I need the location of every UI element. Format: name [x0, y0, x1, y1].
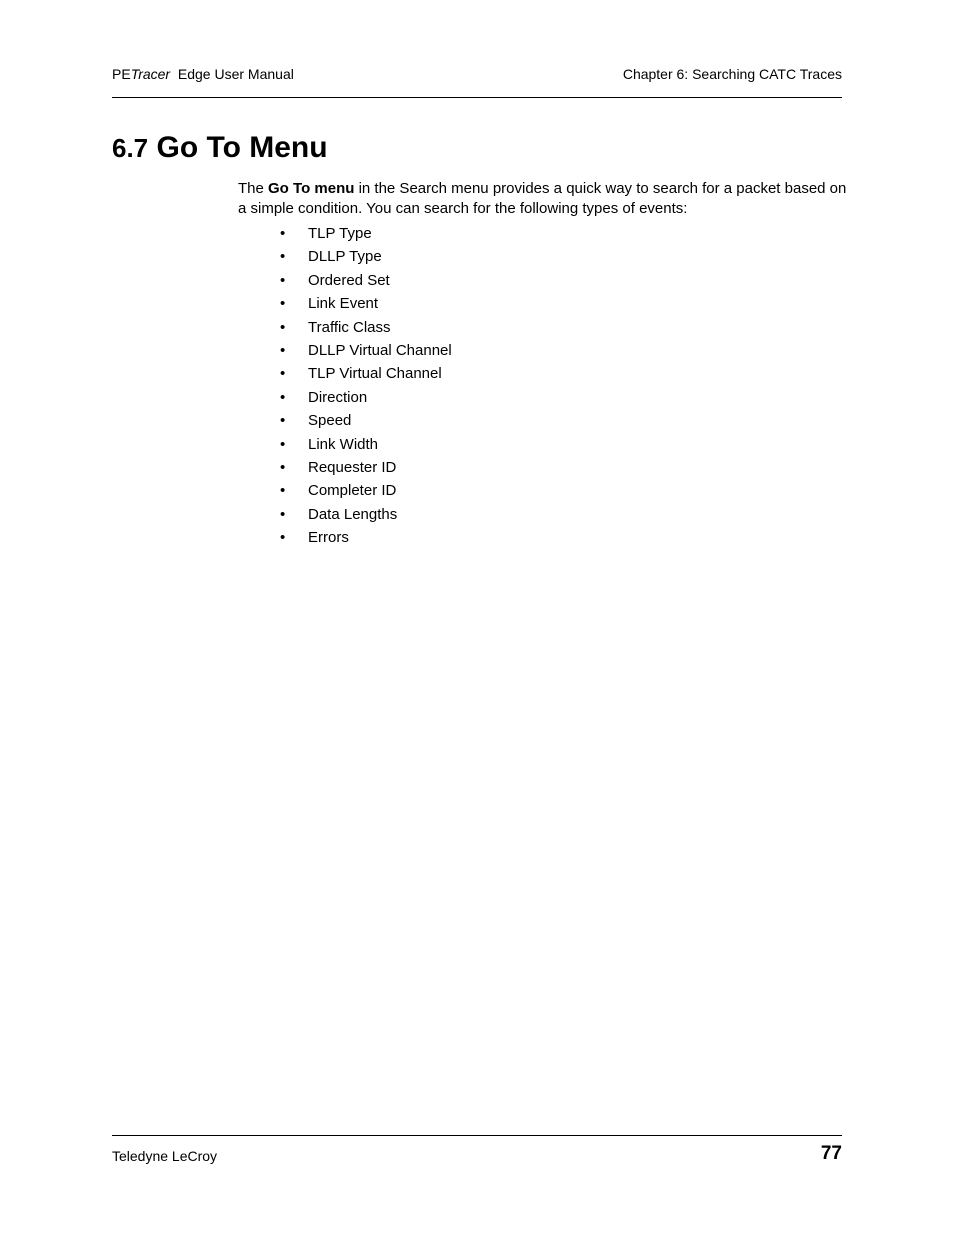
- intro-text-start: The: [238, 180, 269, 197]
- intro-bold-term: Go To menu: [268, 180, 355, 197]
- bullet-icon: •: [280, 295, 286, 313]
- bullet-icon: •: [280, 248, 286, 266]
- section-title: Go To Menu: [156, 131, 328, 164]
- list-item-label: Link Event: [308, 295, 379, 313]
- bullet-icon: •: [280, 412, 286, 430]
- bullet-icon: •: [280, 388, 286, 406]
- page-number: 77: [820, 1143, 842, 1164]
- list-item-label: TLP Type: [308, 225, 372, 242]
- section-heading: [112, 128, 328, 168]
- bullet-icon: •: [280, 482, 286, 500]
- list-item-label: TLP Virtual Channel: [308, 365, 442, 383]
- section-number: 6.7: [112, 133, 149, 163]
- bullet-icon: •: [280, 435, 286, 453]
- footer-company: Teledyne LeCroy: [112, 1148, 218, 1164]
- bullet-icon: •: [280, 318, 286, 336]
- list-item-label: Requester ID: [308, 458, 397, 476]
- list-item-label: DLLP Virtual Channel: [308, 341, 452, 359]
- list-item-label: Speed: [308, 412, 352, 430]
- intro-text-end: in the Search menu provides a quick way to search for a packet based on a simple condition. You can search for the following types of events:: [238, 180, 847, 217]
- list-item-label: Completer ID: [308, 482, 397, 500]
- bullet-icon: •: [280, 225, 286, 242]
- footer-divider: [112, 1135, 842, 1136]
- product-name-italic: Tracer: [130, 66, 171, 82]
- bullet-icon: •: [280, 271, 286, 289]
- list-item-label: Ordered Set: [308, 271, 390, 289]
- bullet-icon: •: [280, 341, 286, 359]
- list-item-label: Direction: [308, 388, 368, 406]
- running-header-title: [112, 66, 294, 82]
- list-item-label: Link Width: [308, 435, 379, 453]
- list-item-label: Errors: [308, 529, 349, 547]
- running-header-chapter: Chapter 6: Searching CATC Traces: [622, 66, 842, 82]
- manual-title: Edge User Manual: [177, 66, 294, 82]
- list-item-label: Data Lengths: [308, 505, 398, 523]
- intro-paragraph: [238, 179, 848, 219]
- bullet-icon: •: [280, 365, 286, 383]
- header-divider: [112, 97, 842, 98]
- bullet-icon: •: [280, 458, 286, 476]
- bullet-icon: •: [280, 529, 286, 547]
- product-name-prefix: PE: [112, 66, 131, 82]
- list-item-label: DLLP Type: [308, 248, 382, 266]
- list-item-label: Traffic Class: [308, 318, 391, 336]
- bullet-icon: •: [280, 505, 286, 523]
